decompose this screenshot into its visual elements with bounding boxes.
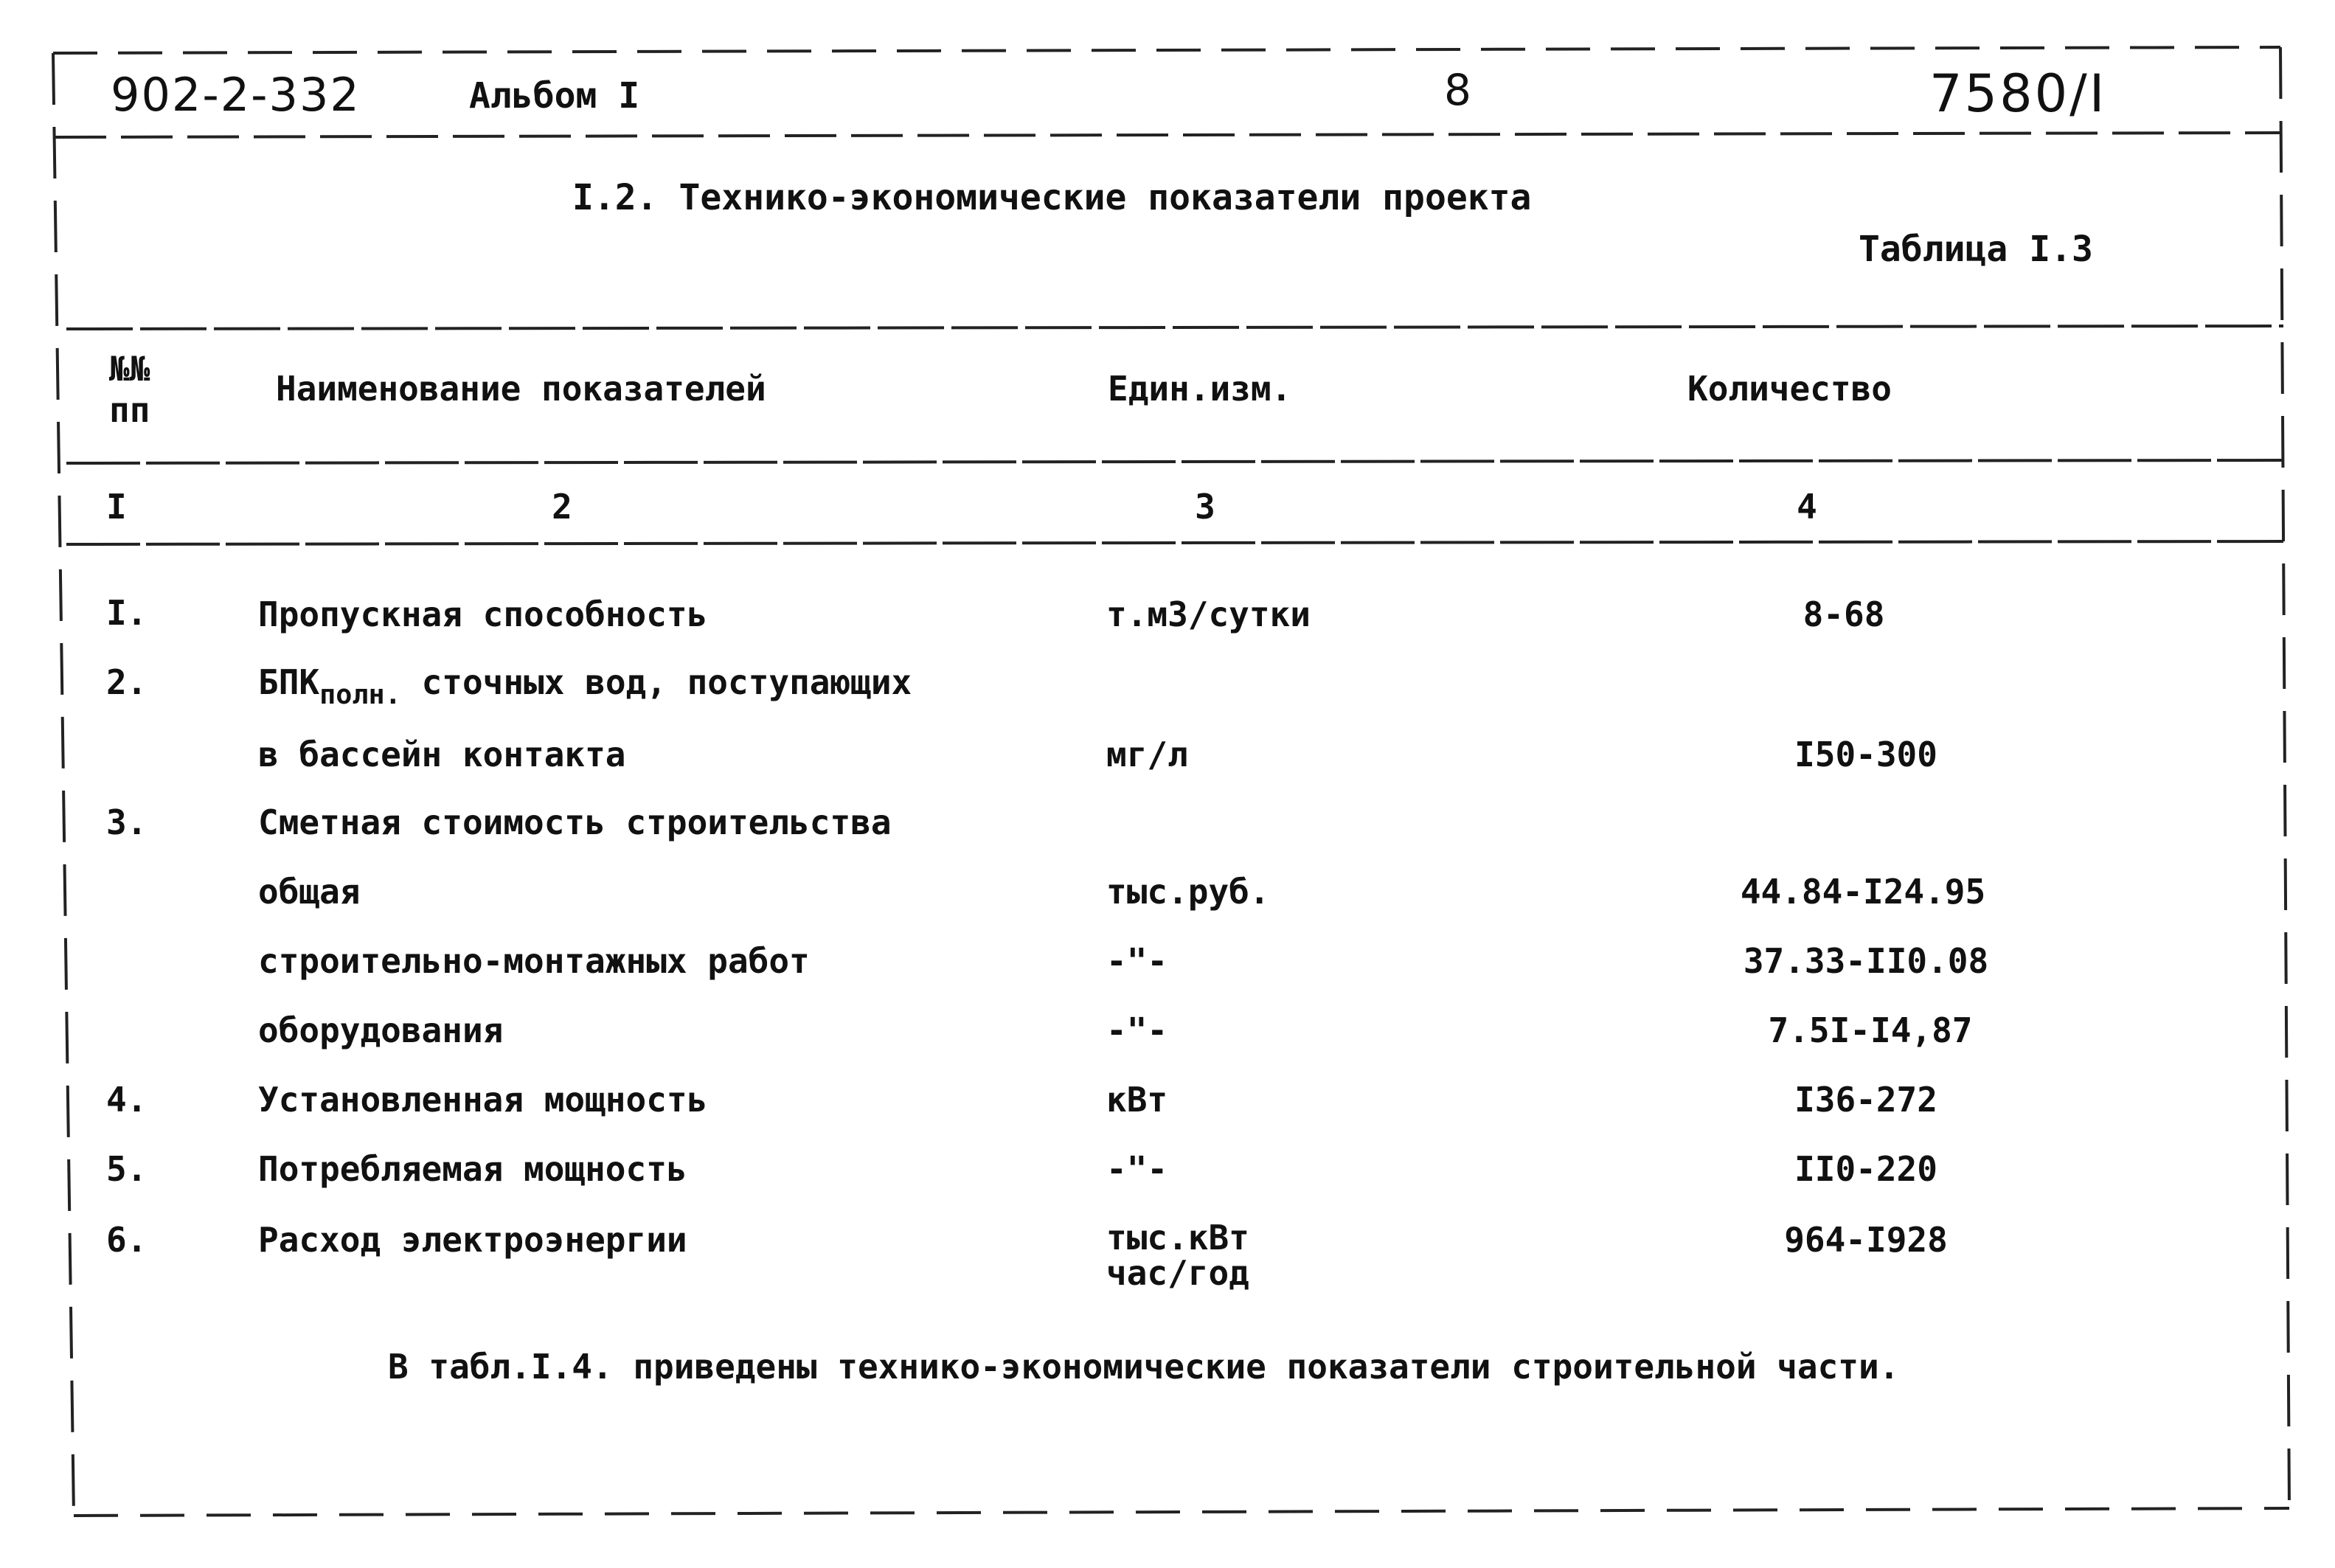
- row3c-unit: -"-: [1106, 1010, 1168, 1050]
- row5-qty: II0-220: [1794, 1149, 1937, 1189]
- col-header-num-line2: пп: [109, 390, 150, 430]
- header-divider-line: [55, 133, 2280, 137]
- row3b-unit: -"-: [1106, 941, 1168, 981]
- row5-num: 5.: [106, 1149, 148, 1189]
- album-label: Альбом I: [469, 75, 640, 117]
- row4-qty: I36-272: [1794, 1080, 1937, 1120]
- row3c-qty: 7.5I-I4,87: [1768, 1010, 1973, 1050]
- row1-name: Пропускная способность: [258, 594, 708, 634]
- table-label: Таблица I.3: [1859, 229, 2093, 270]
- sheet-code: 7580/I: [1929, 63, 2107, 124]
- col-number-2: 2: [552, 487, 572, 527]
- row3c-name: оборудования: [258, 1010, 504, 1050]
- row3a-unit: тыс.руб.: [1106, 872, 1270, 912]
- frame-top-line: [53, 47, 2280, 53]
- row3b-qty: 37.33-II0.08: [1743, 941, 1989, 981]
- frame-bottom-line: [74, 1508, 2289, 1516]
- col-header-unit: Един.изм.: [1108, 369, 1292, 409]
- row2-name-subscript: полн.: [319, 678, 401, 710]
- col-header-num-line1: №№: [109, 349, 150, 389]
- table-header-line: [66, 460, 2283, 463]
- row1-qty: 8-68: [1803, 594, 1885, 634]
- row2b-name: в бассейн контакта: [258, 735, 626, 774]
- row3-name: Сметная стоимость строительства: [258, 802, 892, 842]
- frame-right-line: [2280, 47, 2289, 1508]
- frame-left-line: [53, 53, 74, 1516]
- row6-name: Расход электроэнергии: [258, 1220, 687, 1260]
- table-top-line: [66, 326, 2283, 329]
- row6-qty: 964-I928: [1784, 1220, 1948, 1260]
- row6-unit-line1: тыс.кВт: [1106, 1218, 1249, 1257]
- col-header-name: Наименование показателей: [276, 369, 766, 409]
- column-numbers-line: [66, 541, 2283, 544]
- row2-name: [258, 662, 912, 710]
- row2b-unit: мг/л: [1106, 735, 1188, 774]
- row3b-name: строительно-монтажных работ: [258, 941, 810, 981]
- row4-name: Установленная мощность: [258, 1080, 708, 1120]
- row2b-qty: I50-300: [1794, 735, 1937, 774]
- doc-code: 902-2-332: [111, 68, 361, 122]
- row4-unit: кВт: [1106, 1080, 1168, 1120]
- col-number-1: I: [106, 487, 127, 527]
- footnote: В табл.I.4. приведены технико-экономические показатели строительной части.: [388, 1347, 1900, 1387]
- row3a-qty: 44.84-I24.95: [1740, 872, 1986, 912]
- section-title: I.2. Технико-экономические показатели проекта: [572, 177, 1532, 218]
- col-number-4: 4: [1797, 487, 1817, 527]
- row3-num: 3.: [106, 802, 148, 842]
- col-header-num: [109, 348, 150, 431]
- row5-name: Потребляемая мощность: [258, 1149, 687, 1189]
- row1-unit: т.м3/сутки: [1106, 594, 1311, 634]
- row5-unit: -"-: [1106, 1149, 1168, 1189]
- row6-num: 6.: [106, 1220, 148, 1260]
- col-number-3: 3: [1195, 487, 1215, 527]
- row4-num: 4.: [106, 1080, 148, 1120]
- row2-num: 2.: [106, 662, 148, 702]
- page-number: 8: [1444, 65, 1471, 115]
- row6-unit-line2: час/год: [1106, 1253, 1249, 1293]
- col-header-qty: Количество: [1687, 369, 1892, 409]
- row2-name-rest: сточных вод, поступающих: [421, 662, 912, 702]
- row2-name-main: БПК: [258, 662, 320, 702]
- row3a-name: общая: [258, 872, 361, 912]
- row6-unit: [1106, 1220, 1249, 1291]
- row1-num: I.: [106, 593, 148, 633]
